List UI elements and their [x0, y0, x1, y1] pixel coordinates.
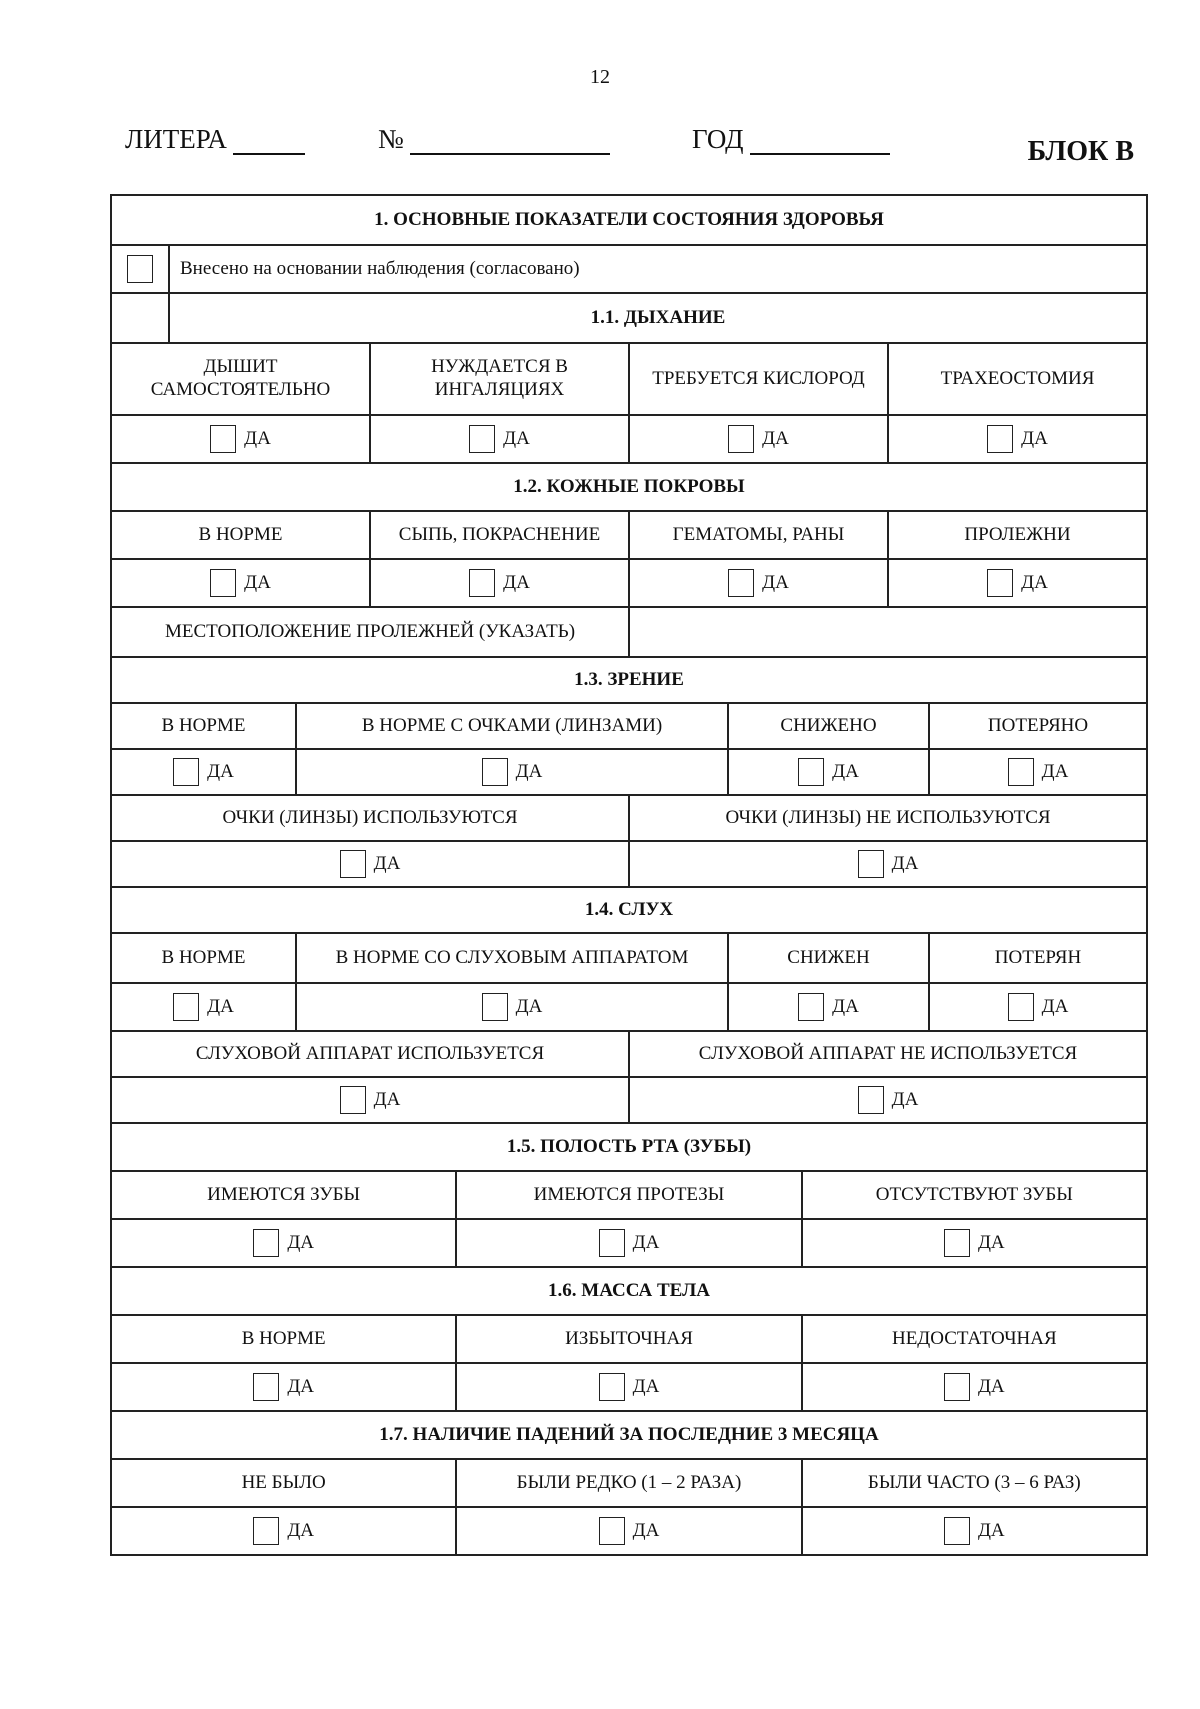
yes-checkbox-cell — [371, 560, 630, 606]
litera-input[interactable] — [233, 127, 305, 155]
skin-option-label: В НОРМЕ — [112, 512, 371, 558]
pressure-sore-location-label: МЕСТОПОЛОЖЕНИЕ ПРОЛЕЖНЕЙ (УКАЗАТЬ) — [112, 608, 630, 656]
year-input[interactable] — [750, 127, 890, 155]
spacer-cell — [112, 294, 170, 342]
yes-checkbox-cell — [457, 1508, 802, 1554]
glasses-option-label: ОЧКИ (ЛИНЗЫ) ИСПОЛЬЗУЮТСЯ — [112, 796, 630, 840]
year-label: ГОД — [692, 124, 744, 154]
yes-checkbox-cell — [112, 842, 630, 886]
yes-checkbox-cell — [630, 560, 889, 606]
litera-label: ЛИТЕРА — [125, 124, 227, 154]
yes-checkbox[interactable] — [858, 850, 884, 878]
yes-checkbox[interactable] — [482, 758, 508, 786]
yes-label: ДА — [762, 571, 789, 593]
yes-checkbox[interactable] — [599, 1229, 625, 1257]
yes-checkbox-cell — [112, 1364, 457, 1410]
yes-checkbox-cell — [297, 750, 729, 794]
form-header — [0, 124, 1200, 168]
yes-label: ДА — [207, 760, 234, 782]
weight-yes-row — [112, 1364, 1146, 1412]
yes-checkbox-cell — [630, 416, 889, 462]
section1-title: 1. ОСНОВНЫЕ ПОКАЗАТЕЛИ СОСТОЯНИЯ ЗДОРОВЬЯ — [374, 208, 884, 230]
yes-checkbox-cell — [803, 1508, 1146, 1554]
hearing-aid-yes-row — [112, 1078, 1146, 1124]
falls-option-label: БЫЛИ ЧАСТО (3 – 6 РАЗ) — [867, 1471, 1081, 1493]
yes-label: ДА — [515, 760, 543, 782]
yes-checkbox-cell — [112, 984, 297, 1030]
yes-checkbox-cell — [112, 750, 297, 794]
yes-checkbox[interactable] — [253, 1229, 279, 1257]
hearing-aid-option-label: СЛУХОВОЙ АППАРАТ НЕ ИСПОЛЬЗУЕТСЯ — [698, 1042, 1078, 1064]
yes-label: ДА — [287, 1375, 314, 1397]
yes-checkbox-cell — [930, 984, 1146, 1030]
yes-checkbox[interactable] — [469, 569, 495, 597]
hearing-title-row — [112, 888, 1146, 934]
yes-checkbox-cell — [112, 1220, 457, 1266]
hearing-title: 1.4. СЛУХ — [584, 898, 674, 920]
vision-option-label: ПОТЕРЯНО — [987, 714, 1089, 736]
yes-checkbox[interactable] — [340, 850, 366, 878]
yes-checkbox[interactable] — [599, 1517, 625, 1545]
falls-title: 1.7. НАЛИЧИЕ ПАДЕНИЙ ЗА ПОСЛЕДНИЕ 3 МЕСЯЦА — [379, 1423, 879, 1445]
yes-checkbox[interactable] — [253, 1373, 279, 1401]
yes-label: ДА — [373, 1088, 401, 1110]
yes-checkbox-cell — [803, 1220, 1146, 1266]
agreed-checkbox[interactable] — [127, 255, 153, 283]
yes-checkbox[interactable] — [798, 758, 824, 786]
yes-checkbox-cell — [112, 1508, 457, 1554]
yes-checkbox[interactable] — [944, 1517, 970, 1545]
skin-yes-row — [112, 560, 1146, 608]
yes-checkbox-cell — [729, 750, 930, 794]
yes-label: ДА — [244, 571, 271, 593]
mouth-options-row — [112, 1172, 1146, 1220]
agreed-checkbox-cell — [112, 246, 170, 292]
hearing-aid-options-row — [112, 1032, 1146, 1078]
health-indicators-form — [110, 194, 1148, 1556]
yes-checkbox[interactable] — [1008, 993, 1034, 1021]
yes-label: ДА — [1041, 995, 1069, 1017]
yes-label: ДА — [977, 1519, 1005, 1541]
yes-label: ДА — [632, 1519, 660, 1541]
hearing-option-label: В НОРМЕ — [112, 934, 297, 982]
mouth-yes-row — [112, 1220, 1146, 1268]
yes-label: ДА — [373, 852, 401, 874]
hearing-option-label: ПОТЕРЯН — [994, 946, 1082, 968]
year-field — [692, 124, 890, 155]
yes-checkbox[interactable] — [798, 993, 824, 1021]
pressure-sore-location-input[interactable] — [630, 608, 1146, 656]
agreed-note: Внесено на основании наблюдения (согласовано) — [180, 257, 580, 279]
yes-checkbox[interactable] — [599, 1373, 625, 1401]
yes-label: ДА — [977, 1375, 1005, 1397]
glasses-option-label: ОЧКИ (ЛИНЗЫ) НЕ ИСПОЛЬЗУЮТСЯ — [725, 806, 1051, 828]
vision-options-row — [112, 704, 1146, 750]
yes-checkbox[interactable] — [944, 1373, 970, 1401]
page-number: 12 — [590, 66, 610, 88]
yes-checkbox-cell — [297, 984, 729, 1030]
yes-label: ДА — [632, 1375, 660, 1397]
vision-title-row — [112, 658, 1146, 704]
yes-checkbox[interactable] — [728, 569, 754, 597]
yes-label: ДА — [503, 427, 530, 449]
yes-checkbox-cell — [630, 1078, 1146, 1122]
breathing-options-row — [112, 344, 1146, 416]
skin-options-row — [112, 512, 1146, 560]
yes-checkbox[interactable] — [1008, 758, 1034, 786]
yes-checkbox-cell — [803, 1364, 1146, 1410]
yes-checkbox-cell — [630, 842, 1146, 886]
yes-checkbox[interactable] — [210, 425, 236, 453]
vision-option-label: В НОРМЕ С ОЧКАМИ (ЛИНЗАМИ) — [297, 704, 729, 748]
section1-title-row — [112, 196, 1146, 246]
mouth-option-label: ИМЕЮТСЯ ЗУБЫ — [112, 1172, 457, 1218]
breathing-yes-row — [112, 416, 1146, 464]
weight-title: 1.6. МАССА ТЕЛА — [548, 1279, 710, 1301]
mouth-option-label: ИМЕЮТСЯ ПРОТЕЗЫ — [457, 1172, 802, 1218]
yes-checkbox-cell — [112, 416, 371, 462]
weight-option-label: В НОРМЕ — [112, 1316, 457, 1362]
hearing-aid-option-label: СЛУХОВОЙ АППАРАТ ИСПОЛЬЗУЕТСЯ — [112, 1032, 630, 1076]
yes-checkbox[interactable] — [858, 1086, 884, 1114]
hearing-option-label: СНИЖЕН — [729, 934, 930, 982]
number-label: № — [378, 124, 404, 154]
glasses-options-row — [112, 796, 1146, 842]
skin-option-label: ПРОЛЕЖНИ — [964, 523, 1071, 545]
yes-label: ДА — [891, 1088, 919, 1110]
agreed-row — [112, 246, 1146, 294]
yes-label: ДА — [207, 995, 234, 1017]
yes-label: ДА — [762, 427, 789, 449]
yes-checkbox-cell — [889, 560, 1146, 606]
yes-checkbox[interactable] — [482, 993, 508, 1021]
yes-checkbox-cell — [930, 750, 1146, 794]
yes-checkbox-cell — [457, 1364, 802, 1410]
weight-option-label: ИЗБЫТОЧНАЯ — [457, 1316, 802, 1362]
yes-checkbox[interactable] — [469, 425, 495, 453]
yes-label: ДА — [632, 1231, 660, 1253]
yes-label: ДА — [891, 852, 919, 874]
skin-option-label: СЫПЬ, ПОКРАСНЕНИЕ — [371, 512, 630, 558]
falls-title-row — [112, 1412, 1146, 1460]
yes-checkbox-cell — [729, 984, 930, 1030]
pressure-sore-location-row — [112, 608, 1146, 658]
hearing-yes-row — [112, 984, 1146, 1032]
yes-label: ДА — [832, 995, 859, 1017]
yes-label: ДА — [977, 1231, 1005, 1253]
breathing-option-label: НУЖДАЕТСЯ В ИНГАЛЯЦИЯХ — [371, 344, 630, 414]
skin-title-row — [112, 464, 1146, 512]
breathing-title-row — [112, 294, 1146, 344]
weight-title-row — [112, 1268, 1146, 1316]
number-field — [378, 124, 610, 155]
weight-option-label: НЕДОСТАТОЧНАЯ — [891, 1327, 1057, 1349]
yes-checkbox[interactable] — [944, 1229, 970, 1257]
yes-label: ДА — [832, 760, 859, 782]
yes-checkbox-cell — [457, 1220, 802, 1266]
vision-yes-row — [112, 750, 1146, 796]
glasses-yes-row — [112, 842, 1146, 888]
falls-option-label: НЕ БЫЛО — [112, 1460, 457, 1506]
yes-checkbox[interactable] — [340, 1086, 366, 1114]
skin-option-label: ГЕМАТОМЫ, РАНЫ — [630, 512, 889, 558]
number-input[interactable] — [410, 127, 610, 155]
hearing-options-row — [112, 934, 1146, 984]
vision-title: 1.3. ЗРЕНИЕ — [574, 668, 684, 690]
falls-yes-row — [112, 1508, 1146, 1556]
yes-checkbox[interactable] — [173, 758, 199, 786]
breathing-option-label: ТРЕБУЕТСЯ КИСЛОРОД — [630, 344, 889, 414]
yes-checkbox[interactable] — [253, 1517, 279, 1545]
yes-label: ДА — [1021, 427, 1048, 449]
yes-checkbox[interactable] — [210, 569, 236, 597]
falls-option-label: БЫЛИ РЕДКО (1 – 2 РАЗА) — [457, 1460, 802, 1506]
hearing-option-label: В НОРМЕ СО СЛУХОВЫМ АППАРАТОМ — [297, 934, 729, 982]
yes-checkbox[interactable] — [987, 569, 1013, 597]
yes-label: ДА — [1021, 571, 1048, 593]
yes-checkbox-cell — [112, 560, 371, 606]
block-label: БЛОК В — [1027, 136, 1134, 167]
yes-checkbox[interactable] — [173, 993, 199, 1021]
yes-label: ДА — [503, 571, 530, 593]
breathing-option-label: ТРАХЕОСТОМИЯ — [940, 367, 1095, 389]
yes-label: ДА — [287, 1231, 314, 1253]
yes-label: ДА — [1041, 760, 1069, 782]
mouth-option-label: ОТСУТСТВУЮТ ЗУБЫ — [875, 1183, 1073, 1205]
vision-option-label: СНИЖЕНО — [729, 704, 930, 748]
mouth-title: 1.5. ПОЛОСТЬ РТА (ЗУБЫ) — [506, 1135, 752, 1157]
yes-label: ДА — [244, 427, 271, 449]
yes-checkbox[interactable] — [987, 425, 1013, 453]
skin-title: 1.2. КОЖНЫЕ ПОКРОВЫ — [513, 475, 745, 497]
vision-option-label: В НОРМЕ — [112, 704, 297, 748]
yes-label: ДА — [287, 1519, 314, 1541]
yes-checkbox-cell — [112, 1078, 630, 1122]
yes-label: ДА — [515, 995, 543, 1017]
breathing-title: 1.1. ДЫХАНИЕ — [590, 306, 726, 328]
yes-checkbox-cell — [889, 416, 1146, 462]
yes-checkbox[interactable] — [728, 425, 754, 453]
litera-field — [125, 124, 305, 155]
breathing-option-label: ДЫШИТ САМОСТОЯТЕЛЬНО — [112, 344, 371, 414]
weight-options-row — [112, 1316, 1146, 1364]
yes-checkbox-cell — [371, 416, 630, 462]
mouth-title-row — [112, 1124, 1146, 1172]
falls-options-row — [112, 1460, 1146, 1508]
